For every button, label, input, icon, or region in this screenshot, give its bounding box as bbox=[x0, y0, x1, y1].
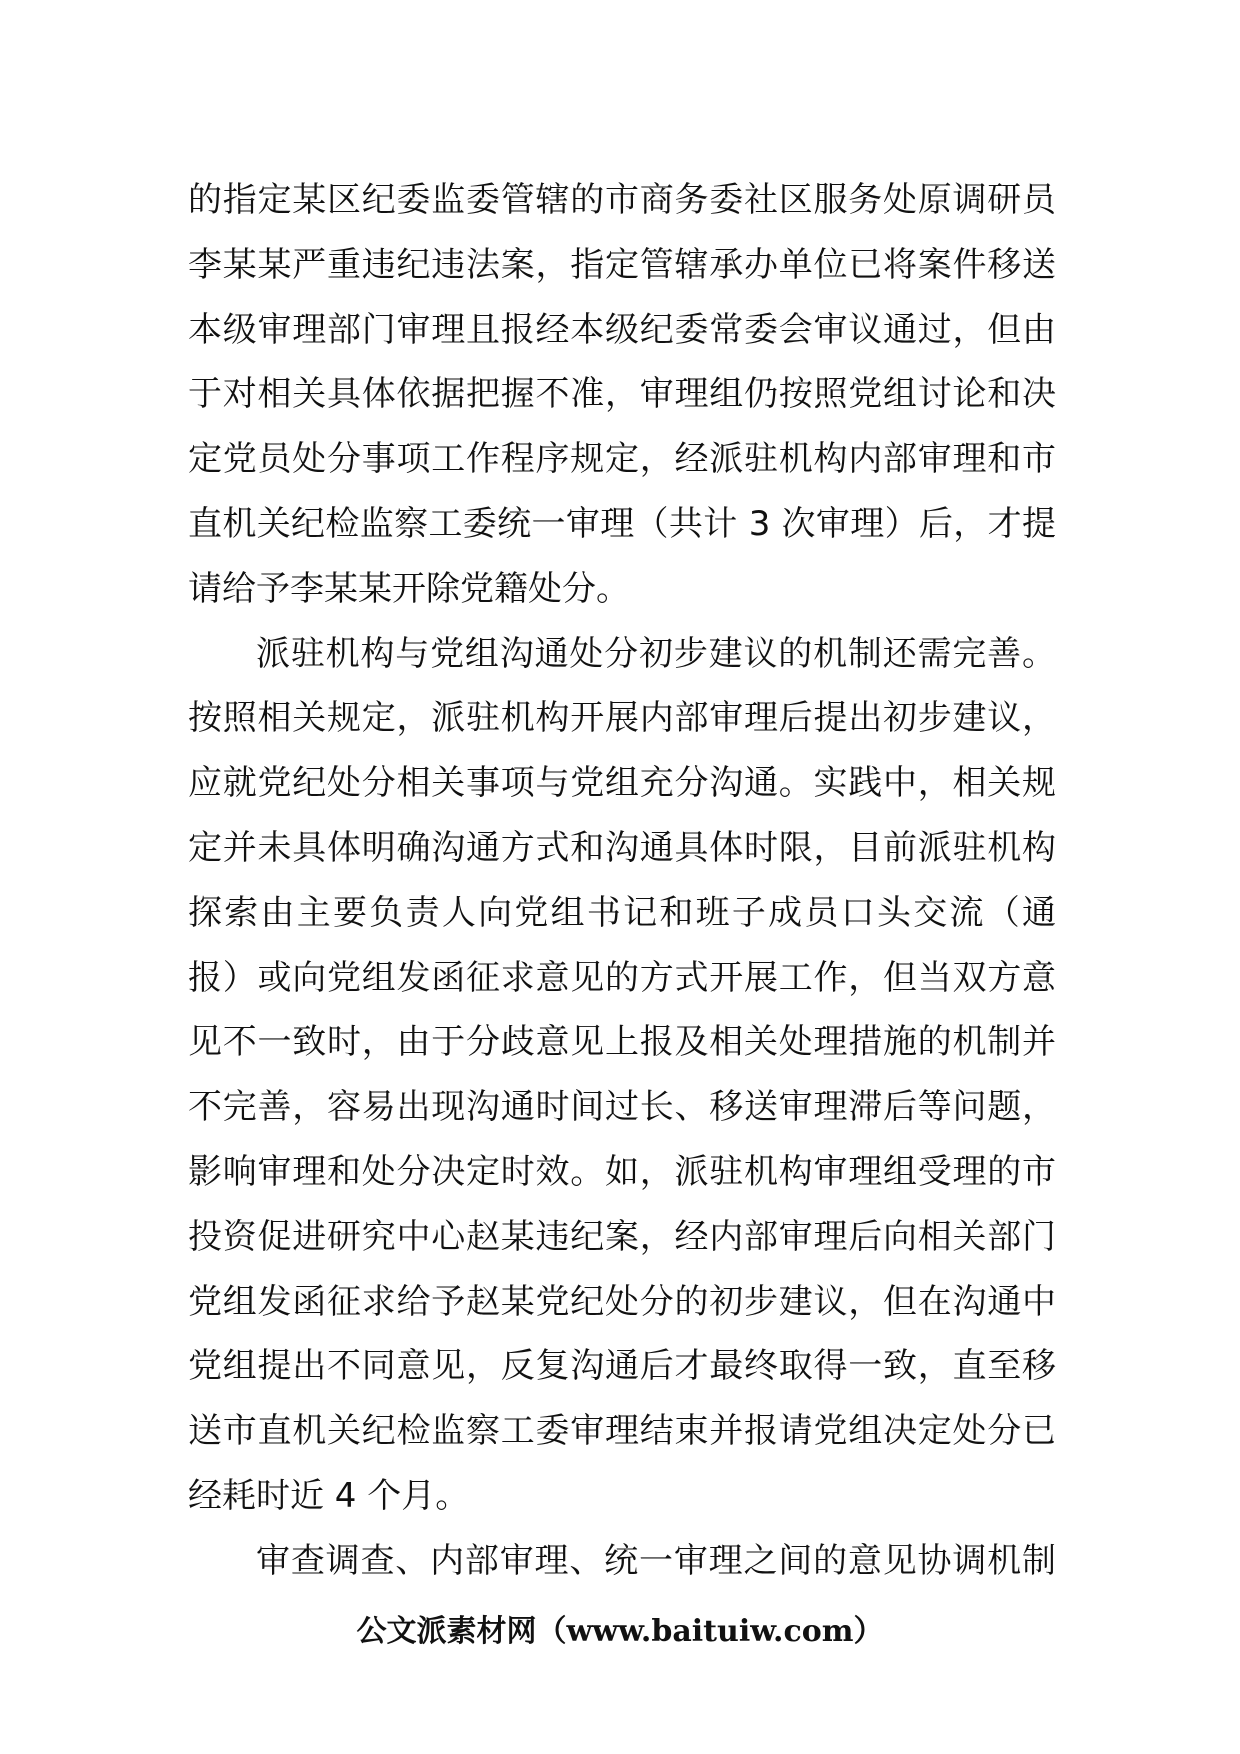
paragraph-line: 李某某严重违纪违法案，指定管辖承办单位已将案件移送 bbox=[188, 244, 1056, 285]
paragraph-line: 请给予李某某开除党籍处分。 bbox=[188, 568, 630, 609]
paragraph-line: 不完善，容易出现沟通时间过长、移送审理滞后等问题， bbox=[188, 1087, 1056, 1128]
paragraph-line: 应就党纪处分相关事项与党组充分沟通。实践中，相关规 bbox=[188, 763, 1056, 804]
paragraph-line: 党组发函征求给予赵某党纪处分的初步建议，但在沟通中 bbox=[188, 1281, 1056, 1322]
paragraph-case-li bbox=[188, 168, 1056, 622]
paragraph-line: 见不一致时，由于分歧意见上报及相关处理措施的机制并 bbox=[188, 1022, 1056, 1063]
paragraph-line: 派驻机构与党组沟通处分初步建议的机制还需完善。 bbox=[256, 633, 1056, 674]
paragraph-line: 党组提出不同意见，反复沟通后才最终取得一致，直至移 bbox=[188, 1346, 1056, 1387]
paragraph-coordination-mechanism bbox=[188, 1529, 1056, 1594]
paragraph-line: 审查调查、内部审理、统一审理之间的意见协调机制 bbox=[256, 1540, 1056, 1581]
paragraph-line: 经耗时近 4 个月。 bbox=[188, 1475, 470, 1516]
paragraph-line: 于对相关具体依据把握不准，审理组仍按照党组讨论和决 bbox=[188, 374, 1056, 415]
paragraph-line: 按照相关规定，派驻机构开展内部审理后提出初步建议， bbox=[188, 698, 1056, 739]
document-body bbox=[188, 168, 1056, 1594]
paragraph-line: 定并未具体明确沟通方式和沟通具体时限，目前派驻机构 bbox=[188, 827, 1056, 868]
paragraph-line: 探索由主要负责人向党组书记和班子成员口头交流（通 bbox=[188, 892, 1056, 933]
paragraph-line: 定党员处分事项工作程序规定，经派驻机构内部审理和市 bbox=[188, 439, 1056, 480]
paragraph-line: 直机关纪检监察工委统一审理（共计 3 次审理）后，才提 bbox=[188, 503, 1056, 544]
paragraph-line: 本级审理部门审理且报经本级纪委常委会审议通过，但由 bbox=[188, 309, 1056, 350]
footer-source-watermark: 公文派素材网（www.baituiw.com） bbox=[356, 1614, 884, 1649]
paragraph-line: 投资促进研究中心赵某违纪案，经内部审理后向相关部门 bbox=[188, 1216, 1056, 1257]
paragraph-line: 报）或向党组发函征求意见的方式开展工作，但当双方意 bbox=[188, 957, 1056, 998]
paragraph-line: 送市直机关纪检监察工委审理结束并报请党组决定处分已 bbox=[188, 1411, 1056, 1452]
paragraph-line: 影响审理和处分决定时效。如，派驻机构审理组受理的市 bbox=[188, 1151, 1056, 1192]
paragraph-line: 的指定某区纪委监委管辖的市商务委社区服务处原调研员 bbox=[188, 180, 1056, 220]
paragraph-communication-mechanism bbox=[188, 622, 1056, 1529]
